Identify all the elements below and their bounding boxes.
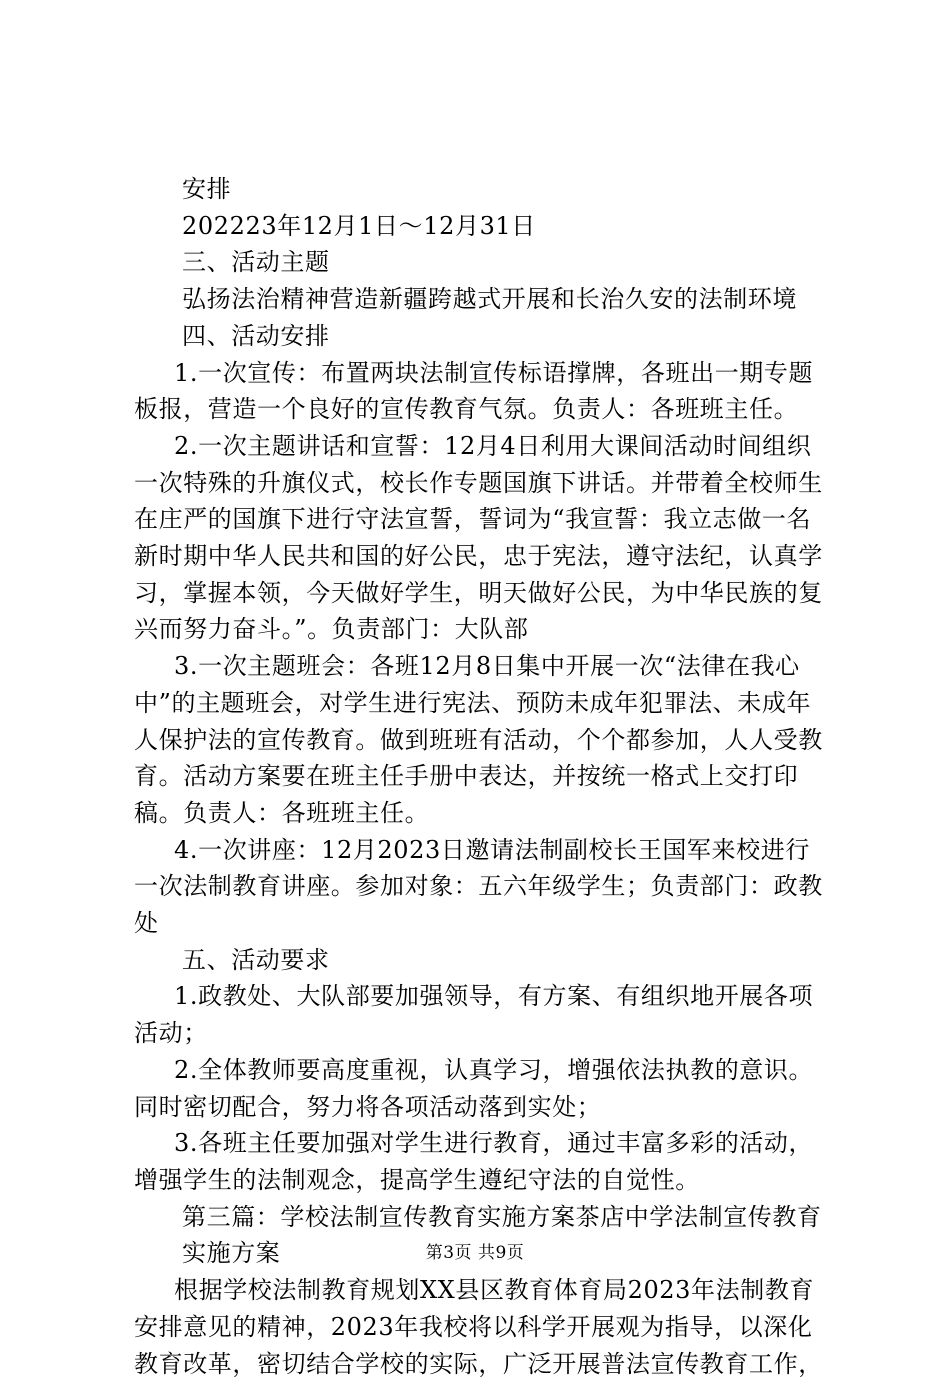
paragraph-activity-3: 3.一次主题班会：各班12月8日集中开展一次“法律在我心中”的主题班会，对学生进行宪法、预防未成年犯罪法、未成年人保护法的宣传教育。做到班班有活动，个个都参加，人人受教育。活动方案要在班主任手册中表达，并按统一格式上交打印稿。负责人：各班班主任。: [134, 652, 823, 827]
section-heading-theme: 三、活动主题: [182, 248, 330, 277]
paragraph-requirement-1: 1.政教处、大队部要加强领导，有方案、有组织地开展各项活动；: [134, 982, 814, 1048]
page-number-footer: 第3页 共9页: [425, 1243, 525, 1263]
paragraph-activity-2: 2.一次主题讲话和宣誓：12月4日利用大课间活动时间组织一次特殊的升旗仪式，校长作专题国旗下讲话。并带着全校师生在庄严的国旗下进行守法宣誓，誓词为“我宣誓：我立志做一名新时期中华人民共和国的好公民，忠于宪法，遵守法纪，认真学习，掌握本领，今天做好学生，明天做好公民，为中华民族的复兴而努力奋斗。”。负责部门：大队部: [134, 431, 823, 644]
paragraph-activity-4: 4.一次讲座：12月2023日邀请法制副校长王国军来校进行一次法制教育讲座。参加对象：五六年级学生；负责部门：政教处: [134, 835, 823, 938]
paragraph-activity-1: 1.一次宣传：布置两块法制宣传标语撑牌，各班出一期专题板报，营造一个良好的宣传教育气氛。负责人：各班班主任。: [134, 358, 814, 424]
paragraph-heading-arrangement: 安排: [182, 175, 232, 203]
section-heading-activity-plan: 四、活动安排: [182, 321, 330, 350]
section-heading-requirements: 五、活动要求: [182, 945, 330, 974]
paragraph-theme-statement: 弘扬法治精神营造新疆跨越式开展和长治久安的法制环境: [182, 285, 797, 314]
paragraph-requirement-2: 2.全体教师要高度重视，认真学习，增强依法执教的意识。同时密切配合，努力将各项活动落到实处；: [134, 1055, 814, 1121]
paragraph-date-range: 202223年12月1日～12月31日: [182, 211, 536, 240]
paragraph-intro: 根据学校法制教育规划XX县区教育体育局2023年法制教育安排意见的精神，2023年我校将以科学开展观为指导，以深化教育改革，密切结合学校的实际，广泛开展普法宣传教育工作，: [134, 1276, 823, 1378]
paragraph-requirement-3: 3.各班主任要加强对学生进行教育，通过丰富多彩的活动，增强学生的法制观念，提高学生遵纪守法的自觉性。: [134, 1129, 814, 1194]
document-body: [134, 171, 834, 1382]
chapter-heading-part-three: 第三篇：学校法制宣传教育实施方案茶店中学法制宣传教育实施方案: [182, 1202, 822, 1268]
